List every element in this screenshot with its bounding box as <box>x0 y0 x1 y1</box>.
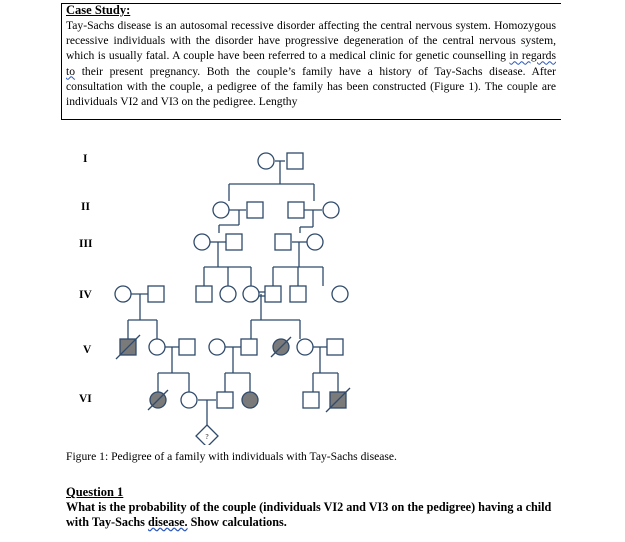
female-II1 <box>213 202 229 218</box>
generation-label-V: V <box>83 344 92 356</box>
female-V7 <box>297 339 313 355</box>
affected-female-VI4 <box>242 392 258 408</box>
female-VI2 <box>181 392 197 408</box>
male-I2 <box>287 153 303 169</box>
question-text-end: Show calculations. <box>187 515 287 529</box>
female-IV8 <box>332 286 348 302</box>
question-text <box>66 500 566 530</box>
female-I1 <box>258 153 274 169</box>
grammar-flagged-word[interactable]: disease. <box>147 515 188 529</box>
female-IV1 <box>115 286 131 302</box>
female-II4 <box>323 202 339 218</box>
male-V8 <box>327 339 343 355</box>
generation-label-III: III <box>79 238 93 250</box>
male-III3 <box>275 234 291 250</box>
case-study-text-2: their present pregnancy. Both the couple’s family have a history of Tay-Sachs disease. After consultation with the couple, a pedigree of the family has been constructed (Figure 1). The couple are individuals VI2 and VI3 on the pedigree. Lengthy <box>66 64 556 109</box>
pedigree-individuals <box>115 153 348 445</box>
female-III4 <box>307 234 323 250</box>
pedigree-figure <box>60 140 360 445</box>
male-VI5 <box>303 392 319 408</box>
male-IV6 <box>265 286 281 302</box>
male-IV7 <box>290 286 306 302</box>
unknown-symbol-label: ? <box>205 433 209 441</box>
male-II2 <box>247 202 263 218</box>
female-IV5 <box>243 286 259 302</box>
female-V4 <box>209 339 225 355</box>
question-text-main: What is the probability of the couple (individuals VI2 and VI3 on the pedigree) having a child with Tay-Sachs <box>66 500 552 529</box>
generation-label-VI: VI <box>79 393 92 405</box>
case-study-text-1: Tay-Sachs disease is an autosomal recessive disorder affecting the central nervous system. Homozygous recessive individuals with the disorder have progressive degeneration of the central nervous system, which is usually fatal. A couple have been referred to a medical clinic for genetic counselling <box>66 19 556 63</box>
male-V3 <box>179 339 195 355</box>
generation-label-II: II <box>81 201 90 213</box>
grammar-flagged-phrase[interactable]: in regards to <box>66 49 556 78</box>
case-study-heading: Case Study: <box>66 3 131 17</box>
male-V5 <box>241 339 257 355</box>
female-III1 <box>194 234 210 250</box>
male-II3 <box>288 202 304 218</box>
question-title: Question 1 <box>66 485 124 499</box>
case-study-paragraph <box>66 18 556 109</box>
male-IV3 <box>196 286 212 302</box>
generation-label-I: I <box>83 153 88 165</box>
generation-label-IV: IV <box>79 289 92 301</box>
female-V2 <box>149 339 165 355</box>
male-IV2 <box>148 286 164 302</box>
figure-caption: Figure 1: Pedigree of a family with individuals with Tay-Sachs disease. <box>66 450 397 463</box>
male-VI3 <box>217 392 233 408</box>
generation-labels <box>79 153 93 405</box>
male-III2 <box>226 234 242 250</box>
female-IV4 <box>220 286 236 302</box>
